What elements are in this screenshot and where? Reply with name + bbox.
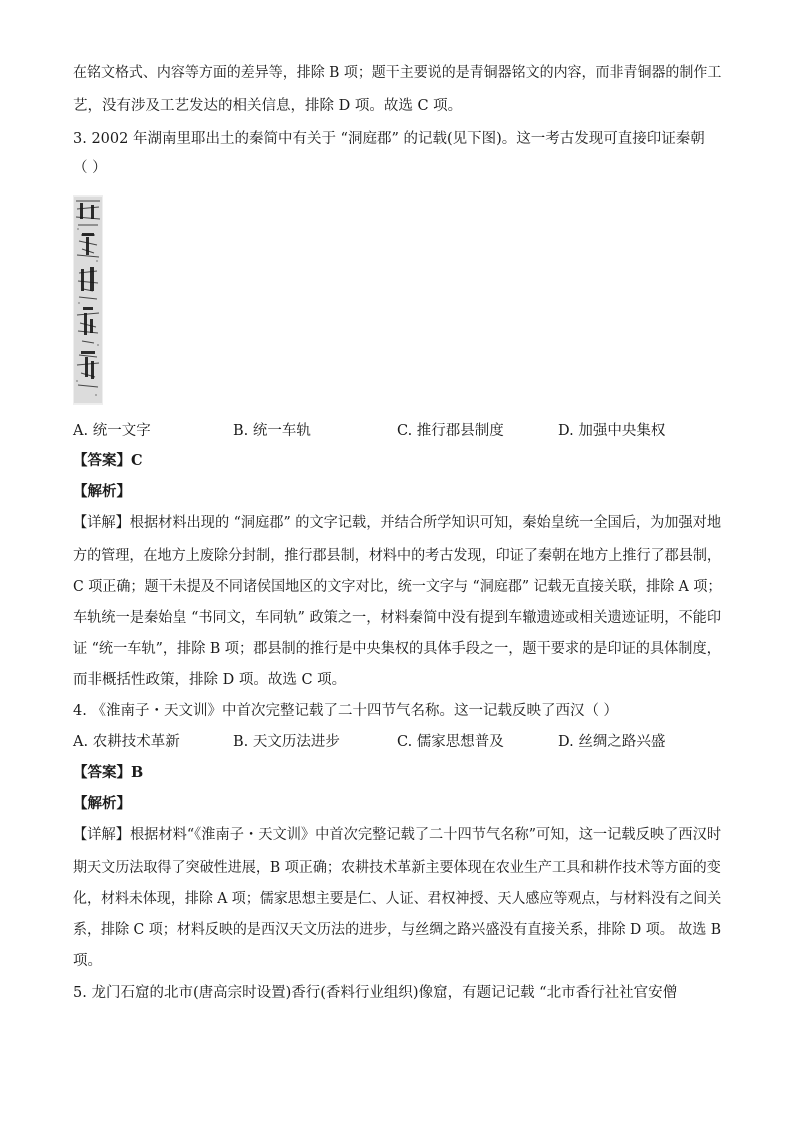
question-3-detail-line-6: 而非概括性政策，排除 D 项。故选 C 项。: [73, 672, 347, 688]
question-3-detail-line-4: 车轨统一是秦始皇 “书同文，车同轨” 政策之一，材料秦简中没有提到车辙遗迹或相关遗迹证明，不能印: [73, 610, 722, 626]
question-3-detail-line-1: 【详解】根据材料出现的 “洞庭郡” 的文字记载，并结合所学知识可知，秦始皇统一全国后，为加强对地: [73, 515, 722, 531]
question-3-option-d: D. 加强中央集权: [558, 423, 666, 439]
question-3-option-c: C. 推行郡县制度: [397, 423, 504, 439]
question-3-detail-line-5: 证 “统一车轨”，排除 B 项；郡县制的推行是中央集权的具体手段之一，题干要求的是印证的具体制度，: [73, 641, 721, 657]
question-5-stem: 5. 龙门石窟的北市(唐高宗时设置)香行(香料行业组织)像窟，有题记记载 “北市香行社社官安僧: [73, 985, 678, 1001]
question-3-answer: 【答案】C: [73, 452, 143, 469]
question-4-option-a: A. 农耕技术革新: [73, 734, 180, 750]
question-4-analysis-label: 【解析】: [73, 795, 131, 812]
question-4-stem: 4. 《淮南子・天文训》中首次完整记载了二十四节气名称。这一记载反映了西汉（ ）: [73, 703, 619, 719]
question-4-detail-line-4: 系，排除 C 项；材料反映的是西汉天文历法的进步，与丝绸之路兴盛没有直接关系，排除 D 项。 故选 B: [73, 922, 722, 938]
question-3-detail-line-3: C 项正确；题干未提及不同诸侯国地区的文字对比，统一文字与 “洞庭郡” 记载无直接关联，排除 A 项；: [73, 579, 722, 595]
prev-analysis-line-2: 艺，没有涉及工艺发达的相关信息，排除 D 项。故选 C 项。: [73, 98, 463, 114]
question-3-option-a: A. 统一文字: [73, 423, 151, 439]
question-3-blank: （ ）: [73, 160, 107, 176]
question-4-detail-line-2: 期天文历法取得了突破性进展，B 项正确；农耕技术革新主要体现在农业生产工具和耕作技术等方面的变: [73, 860, 721, 876]
question-4-detail-line-1: 【详解】根据材料“《淮南子・天文训》中首次完整记载了二十四节气名称”可知，这一记载反映了西汉时: [73, 827, 722, 843]
question-3-stem: 3. 2002 年湖南里耶出土的秦简中有关于 “洞庭郡” 的记载(见下图)。这一考古发现可直接印证秦朝: [73, 131, 705, 147]
question-3-analysis-label: 【解析】: [73, 483, 131, 500]
question-4-detail-line-5: 项。: [73, 953, 102, 969]
question-3-option-b: B. 统一车轨: [233, 423, 311, 439]
question-4-answer: 【答案】B: [73, 764, 144, 781]
question-4-option-d: D. 丝绸之路兴盛: [558, 734, 666, 750]
prev-analysis-line-1: 在铭文格式、内容等方面的差异等，排除 B 项；题干主要说的是青铜器铭文的内容，而非青铜器的制作工: [73, 65, 722, 81]
question-4-option-c: C. 儒家思想普及: [397, 734, 504, 750]
question-3-detail-line-2: 方的管理，在地方上废除分封制，推行郡县制，材料中的考古发现，印证了秦朝在地方上推行了郡县制，: [73, 548, 721, 564]
question-4-detail-line-3: 化，材料未体现，排除 A 项；儒家思想主要是仁、人证、君权神授、天人感应等观点，与材料没有之间关: [73, 891, 722, 907]
qin-bamboo-slip-image: [73, 195, 103, 405]
question-4-option-b: B. 天文历法进步: [233, 734, 340, 750]
